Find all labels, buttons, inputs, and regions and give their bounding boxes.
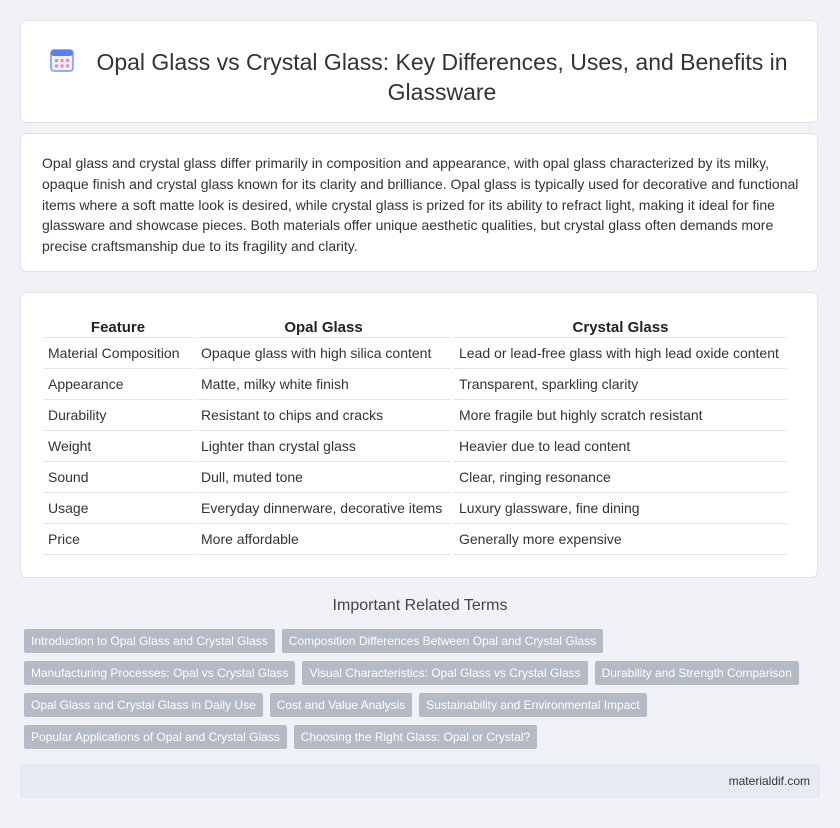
- comparison-table: [43, 317, 787, 555]
- table-cell: Lighter than crystal glass: [195, 431, 453, 462]
- column-header: Crystal Glass: [453, 317, 788, 338]
- table-cell: Heavier due to lead content: [453, 431, 788, 462]
- table-row: [43, 493, 787, 524]
- table-row: [43, 400, 787, 431]
- footer: [20, 764, 820, 798]
- table-header-row: [43, 317, 787, 338]
- table-cell: Appearance: [43, 369, 195, 400]
- table-cell: Sound: [43, 462, 195, 493]
- comparison-card: [20, 292, 818, 578]
- table-cell: Luxury glassware, fine dining: [453, 493, 788, 524]
- related-term-link[interactable]: Sustainability and Environmental Impact: [419, 693, 646, 717]
- column-header: Opal Glass: [195, 317, 453, 338]
- related-term-link[interactable]: Visual Characteristics: Opal Glass vs Crystal Glass: [302, 661, 587, 685]
- table-cell: Material Composition: [43, 338, 195, 369]
- table-cell: Clear, ringing resonance: [453, 462, 788, 493]
- related-term-link[interactable]: Introduction to Opal Glass and Crystal Glass: [24, 629, 275, 653]
- table-cell: Dull, muted tone: [195, 462, 453, 493]
- table-cell: Opaque glass with high silica content: [195, 338, 453, 369]
- table-cell: Durability: [43, 400, 195, 431]
- page-title: Opal Glass vs Crystal Glass: Key Differences, Uses, and Benefits in Glassware: [96, 49, 788, 105]
- table-cell: Transparent, sparkling clarity: [453, 369, 788, 400]
- related-term-link[interactable]: Popular Applications of Opal and Crystal Glass: [24, 725, 287, 749]
- related-term-link[interactable]: Choosing the Right Glass: Opal or Crystal?: [294, 725, 537, 749]
- related-term-link[interactable]: Opal Glass and Crystal Glass in Daily Use: [24, 693, 263, 717]
- table-cell: Resistant to chips and cracks: [195, 400, 453, 431]
- table-row: [43, 524, 787, 555]
- table-row: [43, 431, 787, 462]
- footer-brand-link[interactable]: materialdif.com: [728, 774, 810, 788]
- table-cell: Matte, milky white finish: [195, 369, 453, 400]
- table-cell: Weight: [43, 431, 195, 462]
- title-card: [20, 20, 818, 123]
- column-header: Feature: [43, 317, 195, 338]
- related-term-link[interactable]: Composition Differences Between Opal and Crystal Glass: [282, 629, 603, 653]
- table-cell: Everyday dinnerware, decorative items: [195, 493, 453, 524]
- related-term-link[interactable]: Manufacturing Processes: Opal vs Crystal Glass: [24, 661, 295, 685]
- table-row: [43, 369, 787, 400]
- related-term-link[interactable]: Durability and Strength Comparison: [595, 661, 799, 685]
- calendar-icon: [49, 47, 75, 73]
- table-cell: Generally more expensive: [453, 524, 788, 555]
- table-cell: Usage: [43, 493, 195, 524]
- table-cell: Price: [43, 524, 195, 555]
- table-row: [43, 338, 787, 369]
- table-cell: More affordable: [195, 524, 453, 555]
- related-terms-heading: Important Related Terms: [332, 597, 508, 614]
- table-row: [43, 462, 787, 493]
- table-cell: Lead or lead-free glass with high lead oxide content: [453, 338, 788, 369]
- related-term-link[interactable]: Cost and Value Analysis: [270, 693, 413, 717]
- intro-card: [20, 133, 818, 272]
- table-cell: More fragile but highly scratch resistant: [453, 400, 788, 431]
- related-terms-list: [24, 629, 824, 749]
- intro-paragraph: Opal glass and crystal glass differ primarily in composition and appearance, with opal glass characterized by its milky, opaque finish and crystal glass known for its clarity and brilliance. Opal glass is typically used for decorative and functional items where a soft matte look is desired, while crystal glass is prized for its ability to refract light, making it ideal for fine glassware and showcase pieces. Both materials offer unique aesthetic qualities, but crystal glass often demands more precise craftsmanship due to its fragility and clarity.: [42, 155, 799, 255]
